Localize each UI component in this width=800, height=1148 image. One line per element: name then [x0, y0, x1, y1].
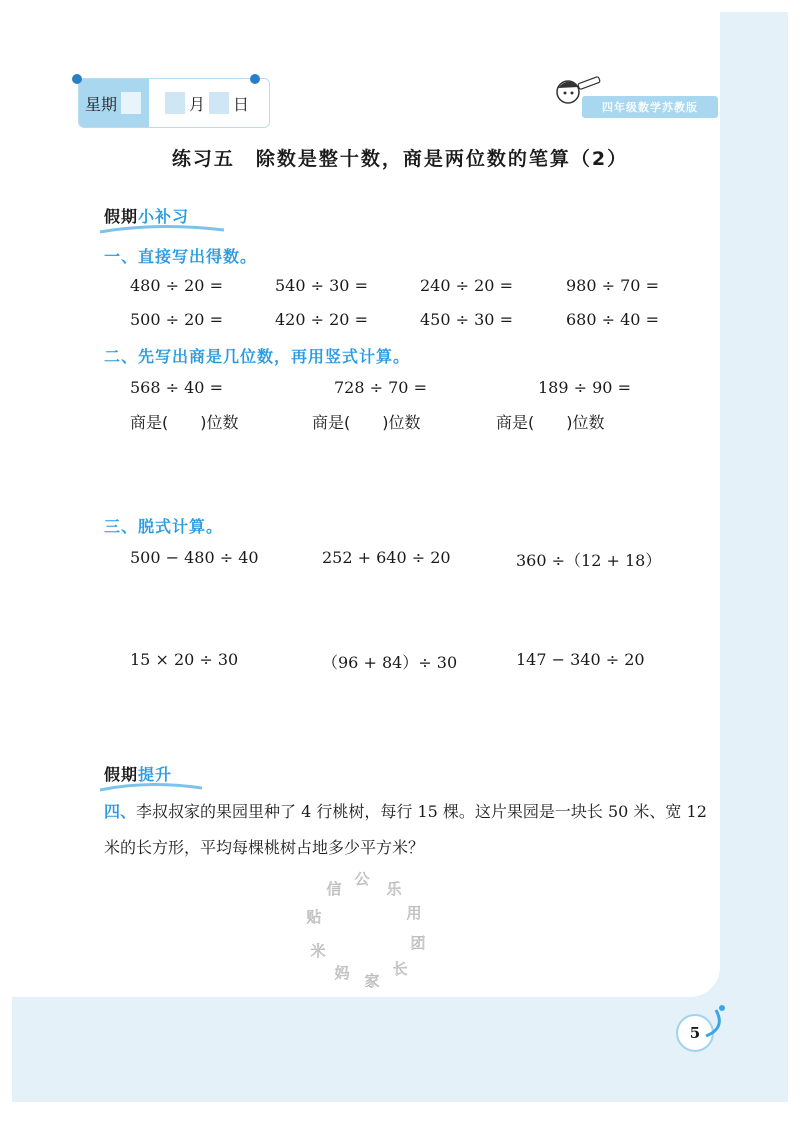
stamp-char: 家	[364, 972, 380, 990]
stamp-char: 贴	[306, 908, 322, 926]
q2-item: 728 ÷ 70 =	[334, 378, 427, 397]
q2-answer-label: 商是( )位数	[496, 413, 605, 432]
q1-item: 540 ÷ 30 =	[275, 276, 368, 295]
q1-item: 450 ÷ 30 =	[420, 310, 513, 329]
q4-number: 四、	[104, 802, 137, 821]
section-tag-plain: 假期	[104, 765, 139, 784]
date-box	[78, 78, 270, 128]
q3-heading: 三、脱式计算。	[104, 517, 224, 536]
q3-item: （96 + 84）÷ 30	[322, 653, 458, 672]
q1-item: 680 ÷ 40 =	[566, 310, 659, 329]
q1-item: 500 ÷ 20 =	[130, 310, 223, 329]
stamp-char: 公	[354, 870, 370, 888]
q1-item: 980 ÷ 70 =	[566, 276, 659, 295]
q4-text: 李叔叔家的果园里种了 4 行桃树，每行 15 棵。这片果园是一块长 50 米、宽 12 米的长方形，平均每棵桃树占地多少平方米？	[104, 802, 707, 857]
q2-answer-label: 商是( )位数	[312, 413, 421, 432]
pin-dot-icon	[72, 74, 82, 84]
stamp-char: 米	[310, 942, 326, 960]
weekday-area	[79, 79, 149, 127]
section-tag-highlight: 小补习	[138, 207, 190, 226]
q1-heading: 一、直接写出得数。	[104, 247, 258, 266]
page-number: 5	[676, 1014, 714, 1052]
weekday-label: 星期	[85, 94, 118, 114]
section-tag-plain: 假期	[104, 207, 139, 226]
section-tag-highlight: 提升	[138, 765, 173, 784]
month-label: 月	[189, 94, 206, 114]
q2-item: 568 ÷ 40 =	[130, 378, 223, 397]
page-title: 练习五 除数是整十数，商是两位数的笔算（2）	[171, 148, 629, 170]
q1-item: 420 ÷ 20 =	[275, 310, 368, 329]
stamp-char: 长	[392, 960, 408, 978]
splash-swirl-icon	[702, 1002, 732, 1042]
tag-underline-icon	[98, 222, 228, 236]
q3-item: 360 ÷（12 + 18）	[516, 551, 662, 570]
tag-underline-icon	[98, 780, 208, 794]
stamp-char: 团	[410, 934, 426, 952]
q3-item: 15 × 20 ÷ 30	[130, 650, 239, 669]
q3-item: 147 − 340 ÷ 20	[516, 650, 645, 669]
q2-item: 189 ÷ 90 =	[538, 378, 631, 397]
q1-item: 240 ÷ 20 =	[420, 276, 513, 295]
q4-word-problem	[104, 794, 714, 866]
q2-heading: 二、先写出商是几位数，再用竖式计算。	[104, 347, 411, 366]
weekday-slot[interactable]	[121, 92, 141, 114]
watermark-stamp-icon	[296, 864, 436, 1004]
q2-answer-label: 商是( )位数	[130, 413, 239, 432]
grade-badge: 四年级数学苏教版	[582, 96, 718, 118]
stamp-char: 信	[326, 880, 342, 898]
q1-item: 480 ÷ 20 =	[130, 276, 223, 295]
day-slot[interactable]	[209, 92, 229, 114]
day-label: 日	[233, 94, 250, 114]
q3-item: 252 + 640 ÷ 20	[322, 548, 451, 567]
q3-item: 500 − 480 ÷ 40	[130, 548, 259, 567]
date-area	[149, 79, 269, 127]
pin-dot-icon	[250, 74, 260, 84]
stamp-char: 乐	[386, 880, 402, 898]
stamp-char: 用	[406, 904, 422, 922]
month-slot[interactable]	[165, 92, 185, 114]
stamp-char: 妈	[334, 964, 350, 982]
